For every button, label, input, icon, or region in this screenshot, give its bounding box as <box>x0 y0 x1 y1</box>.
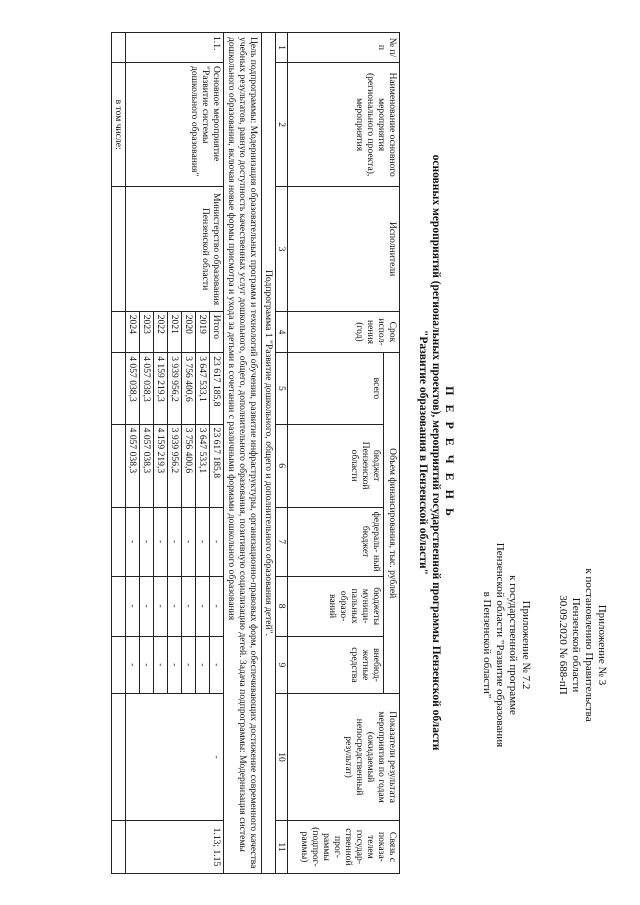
row-extrabudget: - <box>210 636 224 694</box>
table-row <box>112 33 126 874</box>
empty-cell <box>112 311 126 352</box>
empty-cell <box>112 820 126 873</box>
row-federal: - <box>210 507 224 576</box>
event-executor: Министерство образования Пензенской области <box>126 187 224 311</box>
row-regional: 3 939 956,2 <box>168 424 182 507</box>
row-extrabudget: - <box>154 636 168 694</box>
appendix-line: Приложение № 7.2 <box>520 600 532 690</box>
row-regional: 3 756 400,6 <box>182 424 196 507</box>
row-total: 3 756 400,6 <box>182 353 196 424</box>
row-municipal: - <box>154 576 168 636</box>
row-extrabudget: - <box>126 636 140 694</box>
col-header-municipal: бюджеты муници- пальных образо- ваний <box>288 576 384 636</box>
column-number: 6 <box>276 424 288 507</box>
empty-cell <box>112 353 126 424</box>
event-link: 1.13; 1.15 <box>126 820 224 873</box>
subprogram-title: Подпрограмма 1 "Развитие дошкольного, общего и дополнительного образования детей". <box>262 33 276 874</box>
col-header-name: Наименование основного мероприятия (регионального проекта), мероприятия <box>288 62 400 186</box>
empty-cell <box>112 187 126 311</box>
col-header-executors: Исполнители <box>288 187 400 311</box>
column-number: 9 <box>276 636 288 694</box>
events-table <box>111 32 400 874</box>
row-federal: - <box>140 507 154 576</box>
row-total: 3 647 533,1 <box>196 353 210 424</box>
row-regional: 4 057 038,3 <box>140 424 154 507</box>
empty-cell <box>112 507 126 576</box>
event-indicator: - <box>126 694 224 821</box>
column-number: 10 <box>276 694 288 821</box>
column-number: 11 <box>276 820 288 873</box>
row-federal: - <box>154 507 168 576</box>
row-year: 2023 <box>140 311 154 352</box>
row-total: 3 939 956,2 <box>168 353 182 424</box>
row-total: 4 159 219,3 <box>154 353 168 424</box>
empty-cell <box>112 636 126 694</box>
row-regional: 4 159 219,3 <box>154 424 168 507</box>
subtitle-line: "Развитие образования в Пензенской области" <box>417 330 429 575</box>
row-year: Итого <box>210 311 224 352</box>
appendix-line: к постановлению Правительства <box>583 568 595 722</box>
col-header-financing: Объем финансирования, тыс. рублей <box>384 353 400 694</box>
including-label: в том числе: <box>112 62 126 186</box>
document-title: П Е Р Е Ч Е Н Ь <box>443 386 457 519</box>
column-number: 5 <box>276 353 288 424</box>
appendix-line: Пензенской области "Развитие образования <box>494 542 506 748</box>
row-municipal: - <box>140 576 154 636</box>
subtitle-line: основных мероприятий (региональных проектов), мероприятий государственной программы Пензенской области <box>430 154 442 751</box>
event-number: 1.1. <box>126 33 224 63</box>
event-name: Основное мероприятие "Развитие системы дошкольного образования" <box>126 62 224 186</box>
column-number-row <box>276 33 288 874</box>
row-municipal: - <box>196 576 210 636</box>
row-extrabudget: - <box>196 636 210 694</box>
col-header-extrabudget: внебюд- жетные средства <box>288 636 384 694</box>
appendix-header <box>556 495 608 795</box>
col-header-regional: бюджет Пензенской области <box>288 424 384 507</box>
col-header-num: № п/п <box>288 33 400 63</box>
row-year: 2024 <box>126 311 140 352</box>
column-number: 8 <box>276 576 288 636</box>
empty-cell <box>112 424 126 507</box>
col-header-indicators: Показатели результата мероприятия по годам (ожидаемый непосредственный результат) <box>288 694 400 821</box>
col-header-term: Срок испол- нения (год) <box>288 311 400 352</box>
row-total: 4 057 038,3 <box>126 353 140 424</box>
row-regional: 3 647 533,1 <box>196 424 210 507</box>
column-number: 2 <box>276 62 288 186</box>
subprogram-goal: Цель подпрограммы: Модернизация образовательных программ и технологий обучения, развитие инфраструктуры, организационно-правовых форм, обеспечивающих достижение современного качества учебных результатов, равную доступность качественных услуг дошкольного, общего, дополнительного образования, позитивную социализацию детей. Задача подпрограммы: Модернизация системы дошкольного образования, включая новые формы присмотра и ухода за детьми в сочетании с различными формами дошкольного образования <box>224 33 262 874</box>
row-municipal: - <box>168 576 182 636</box>
row-year: 2021 <box>168 311 182 352</box>
row-total: 4 057 038,3 <box>140 353 154 424</box>
row-municipal: - <box>210 576 224 636</box>
row-federal: - <box>168 507 182 576</box>
appendix-program-header <box>480 495 532 795</box>
row-municipal: - <box>126 576 140 636</box>
appendix-line: Приложение № 3 <box>596 604 608 686</box>
row-total: 23 617 185,8 <box>210 353 224 424</box>
column-number: 3 <box>276 187 288 311</box>
appendix-line: Пензенской области <box>570 597 582 693</box>
column-number: 7 <box>276 507 288 576</box>
appendix-line: в Пензенской области" <box>481 591 493 699</box>
empty-cell <box>112 576 126 636</box>
row-year: 2020 <box>182 311 196 352</box>
row-extrabudget: - <box>182 636 196 694</box>
row-federal: - <box>182 507 196 576</box>
row-extrabudget: - <box>168 636 182 694</box>
row-year: 2019 <box>196 311 210 352</box>
column-number: 4 <box>276 311 288 352</box>
row-municipal: - <box>182 576 196 636</box>
row-federal: - <box>126 507 140 576</box>
empty-cell <box>112 33 126 63</box>
appendix-line: 30.09.2020 № 688-пП <box>557 595 569 695</box>
row-federal: - <box>196 507 210 576</box>
row-year: 2022 <box>154 311 168 352</box>
row-regional: 23 617 185,8 <box>210 424 224 507</box>
row-regional: 4 057 038,3 <box>126 424 140 507</box>
row-extrabudget: - <box>140 636 154 694</box>
col-header-federal: федераль- ный бюджет <box>288 507 384 576</box>
column-number: 1 <box>276 33 288 63</box>
col-header-link: Связь с показа- телем государ- ственной прог- раммы (подпрог- раммы) <box>288 820 400 873</box>
empty-cell <box>112 694 126 821</box>
appendix-line: к государственной программе <box>507 575 519 715</box>
document-subtitle <box>416 0 442 905</box>
col-header-total: всего <box>288 353 384 424</box>
table-row <box>210 33 224 874</box>
